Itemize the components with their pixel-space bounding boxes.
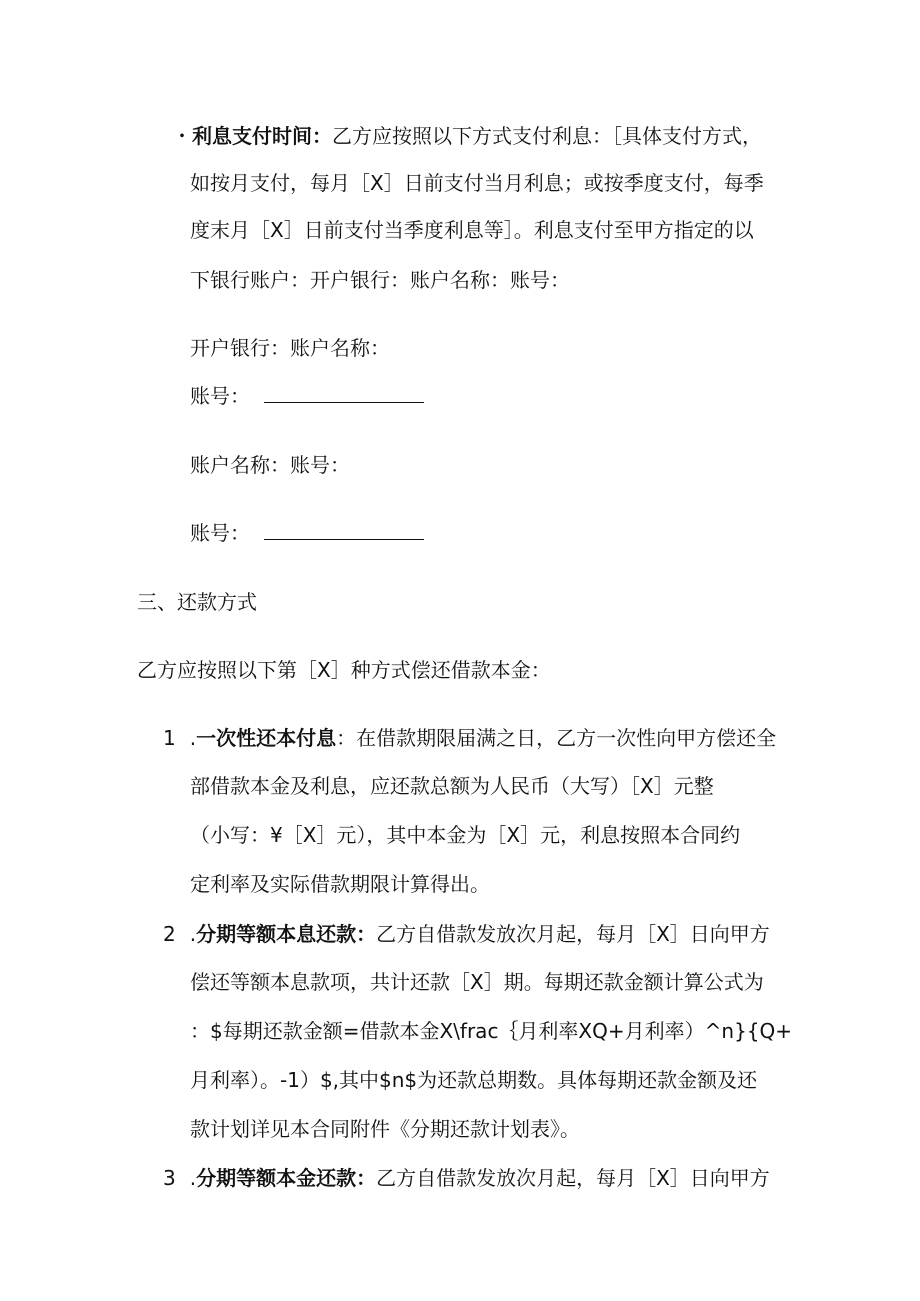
account-number-blank (264, 386, 424, 403)
repayment-intro: 乙方应按照以下第［X］种方式偿还借款本金： (137, 658, 551, 682)
item-1-line-3: （小写：¥［X］元），其中本金为［X］元，利息按照本合同约 (190, 823, 741, 847)
account-block-1-bank-line: 开户银行：账户名称： (190, 336, 390, 360)
item-2-line-5: 款计划详见本合同附件《分期还款计划表》。 (190, 1117, 580, 1141)
interest-payment-line-4: 下银行账户：开户银行：账户名称：账号： (190, 268, 570, 292)
bullet: ・ (172, 124, 192, 148)
account-number-blank (264, 523, 424, 540)
section-three-heading: 三、还款方式 (137, 590, 257, 614)
interest-payment-heading: 利息支付时间： (192, 124, 332, 148)
item-1-line-4: 定利率及实际借款期限计算得出。 (190, 872, 490, 896)
interest-payment-line-1: ・利息支付时间：乙方应按照以下方式支付利息：［具体支付方式， (172, 124, 762, 148)
item-2-line-4: 月利率）。-1）$,其中$n$为还款总期数。具体每期还款金额及还 (190, 1068, 758, 1092)
interest-payment-line-2: 如按月支付，每月［X］日前支付当月利息；或按季度支付，每季 (190, 171, 764, 195)
item-2-line-2: 偿还等额本息款项，共计还款［X］期。每期还款金额计算公式为 (190, 970, 764, 994)
item-1-title: 一次性还本付息 (196, 726, 337, 750)
item-1-line-2: 部借款本金及利息，应还款总额为人民币（大写）［X］元整 (190, 774, 714, 798)
account-block-1-number-line: 账号： (190, 382, 424, 410)
item-2-title: 分期等额本息还款： (196, 922, 377, 946)
item-3-title: 分期等额本金还款： (196, 1166, 377, 1190)
item-2-line-3: ：$每期还款金额=借款本金X\frac｛月利率XQ+月利率）^n}{Q+ (190, 1019, 793, 1043)
item-2-line-1: 2 .分期等额本息还款：乙方自借款发放次月起，每月［X］日向甲方 (163, 922, 770, 946)
account-block-2-number-line: 账号： (190, 519, 424, 547)
item-1-line-1: 1 .一次性还本付息：在借款期限届满之日，乙方一次性向甲方偿还全 (163, 726, 777, 750)
interest-payment-line-3: 度末月［X］日前支付当季度利息等］。利息支付至甲方指定的以 (190, 218, 754, 242)
account-block-2-name-line: 账户名称：账号： (190, 453, 350, 477)
item-3-line-1: 3 .分期等额本金还款：乙方自借款发放次月起，每月［X］日向甲方 (163, 1166, 770, 1190)
